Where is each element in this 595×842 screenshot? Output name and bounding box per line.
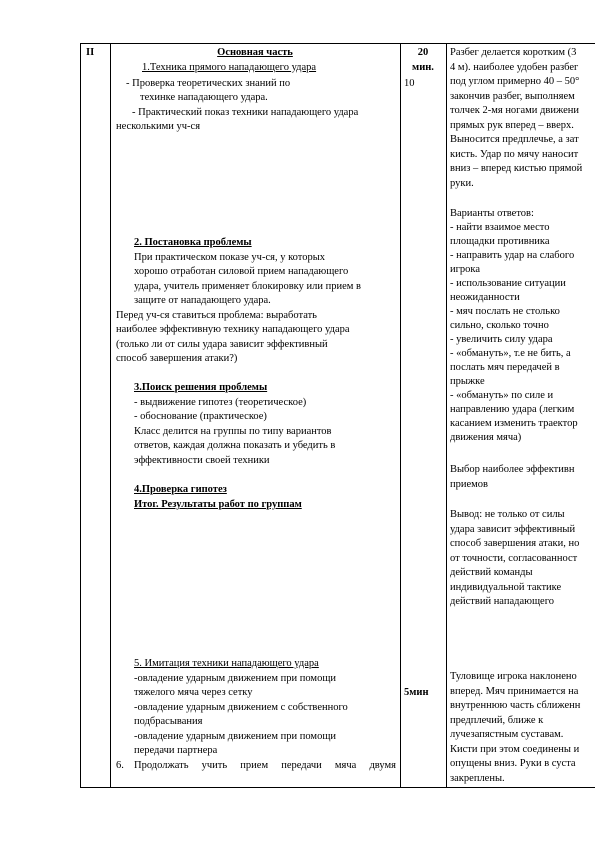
right-column [450, 0, 595, 842]
technique-note-2: вперед. Мяч принимается на [450, 686, 579, 697]
time-value: 20 [417, 47, 429, 58]
column-divider-1 [110, 43, 111, 787]
conclusion-line-6: индивидуальной тактике [450, 582, 562, 593]
imitation-line-6: передачи партнера [134, 745, 218, 756]
technique-note-4: предплечий, ближе к [450, 715, 544, 726]
technique-note-3: внутреннюю часть сближенн [450, 700, 581, 711]
check-line-4: несколькими уч-ся [116, 121, 201, 132]
choice-line-2: приемов [450, 479, 489, 490]
conclusion-line-3: способ завершения атаки, но [450, 538, 580, 549]
problem-line-4: защите от нападающего удара. [134, 295, 271, 306]
answer-line-2: площадки противника [450, 236, 550, 247]
bottom-time: 5мин [404, 687, 429, 698]
answer-line-9: - увеличить силу удара [450, 334, 553, 345]
run-up-note-3: под углом примерно 40 – 50° [450, 76, 580, 87]
column-divider-3 [446, 43, 447, 787]
imitation-line-3: -овладение ударным движением с собственного [134, 702, 348, 713]
run-up-note-7: Выносится предплечье, а зат [450, 134, 579, 145]
hypothesis-result: Итог. Результаты работ по группам [134, 499, 302, 510]
continue-text: Продолжать учить прием передачи мяча двумя [134, 760, 396, 771]
search-line-4: ответов, каждая должна показать и убедить в [134, 440, 336, 451]
run-up-note-10: руки. [450, 178, 474, 189]
answer-line-7: - мяч послать не столько [450, 306, 560, 317]
imitation-line-5: -овладение ударным движением при помощи [134, 731, 337, 742]
answer-line-16: движения мяча) [450, 432, 522, 443]
technique-note-1: Туловище игрока наклонено [450, 671, 577, 682]
check-line-1: - Проверка теоретических знаний по [126, 78, 291, 89]
imitation-line-2: тяжелого мяча через сетку [134, 687, 253, 698]
table-left-border [80, 43, 81, 787]
answers-title: Варианты ответов: [450, 208, 534, 219]
search-title: 3.Поиск решения проблемы [134, 382, 268, 393]
check-line-2: техинке нападающего удара. [140, 92, 268, 103]
problem-title: 2. Постановка проблемы [134, 237, 252, 248]
answer-line-11: послать мяч передачей в [450, 362, 560, 373]
imitation-line-1: -овладение ударным движением при помощи [134, 673, 337, 684]
answer-line-14: направлению удара (легким [450, 404, 575, 415]
time-unit: мин. [412, 62, 434, 73]
run-up-note-8: кисть. Удар по мячу наносит [450, 149, 579, 160]
search-line-5: эффективности своей техники [134, 455, 270, 466]
run-up-note-5: толчек 2-мя ногами движени [450, 105, 579, 116]
conclusion-line-4: от точности, согласованност [450, 553, 578, 564]
check-line-3: - Практический показ техники нападающего удара [132, 107, 359, 118]
answer-line-6: неожиданности [450, 292, 520, 303]
section-number: II [86, 47, 95, 58]
problem-question-4: способ завершения атаки?) [116, 353, 238, 364]
answer-line-5: - использование ситуации [450, 278, 566, 289]
conclusion-line-1: Вывод: не только от силы [450, 509, 565, 520]
conclusion-line-5: действий команды [450, 567, 533, 578]
answer-line-15: касанием изменить траектор [450, 418, 578, 429]
problem-line-2: хорошо отработан силовой прием нападающего [134, 266, 349, 277]
technique-note-7: опущены вниз. Руки в суста [450, 758, 576, 769]
run-up-note-2: 4 м). наиболее удобен разбег [450, 62, 579, 73]
search-line-3: Класс делится на группы по типу вариантов [134, 426, 332, 437]
technique-note-8: закреплены. [450, 773, 505, 784]
column-divider-2 [400, 43, 401, 787]
time-extra: 10 [404, 78, 415, 89]
problem-question-1: Перед уч-ся ставиться проблема: выработать [116, 310, 317, 321]
run-up-note-4: закончив разбег, выполняем [450, 91, 575, 102]
conclusion-line-2: удара зависит эффективный [450, 524, 576, 535]
search-line-2: - обоснование (практическое) [134, 411, 267, 422]
run-up-note-9: вниз – вперед кистью прямой [450, 163, 583, 174]
imitation-title: 5. Имитация техники нападающего удара [134, 658, 319, 669]
answer-line-12: прыжке [450, 376, 485, 387]
answer-line-13: - «обмануть» по силе и [450, 390, 554, 401]
answer-line-10: - «обмануть», т.е не бить, а [450, 348, 571, 359]
topic-technique: 1.Техника прямого нападающего удара [142, 62, 317, 73]
answer-line-4: игрока [450, 264, 481, 275]
imitation-line-4: подбрасывания [134, 716, 203, 727]
run-up-note-1: Разбег делается коротким (3 [450, 47, 577, 58]
continue-number: 6. [116, 760, 124, 771]
section-title: Основная часть [217, 47, 293, 58]
technique-note-6: Кисти при этом соединены и [450, 744, 580, 755]
answer-line-1: - найти взаимое место [450, 222, 550, 233]
answer-line-3: - направить удар на слабого [450, 250, 575, 261]
conclusion-line-7: действий нападающего [450, 596, 555, 607]
choice-line-1: Выбор наиболее эффективн [450, 464, 575, 475]
run-up-note-6: прямых рук вперед – вверх. [450, 120, 574, 131]
problem-line-1: При практическом показе уч-ся, у которых [134, 252, 326, 263]
technique-note-5: лучезапястным суставам. [450, 729, 564, 740]
hypothesis-check-title: 4.Проверка гипотез [134, 484, 227, 495]
problem-question-3: (только ли от силы удара зависит эффективный [116, 339, 328, 350]
search-line-1: - выдвижение гипотез (теоретическое) [134, 397, 307, 408]
problem-line-3: удара, учитель применяет блокировку или прием в [134, 281, 361, 292]
answer-line-8: сильно, сколько точно [450, 320, 549, 331]
problem-question-2: наиболее эффективную технику нападающего удара [116, 324, 350, 335]
